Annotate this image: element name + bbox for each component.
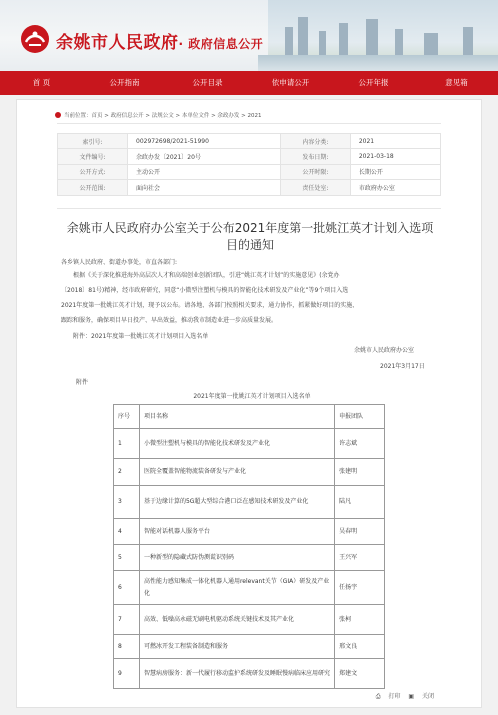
row-number: 4	[114, 519, 140, 545]
banner-river	[258, 55, 498, 71]
government-logo-icon	[20, 24, 50, 54]
meta-divider	[57, 208, 441, 209]
team-lead: 许志斌	[335, 429, 385, 459]
row-number: 8	[114, 635, 140, 659]
list-title: 2021年度第一批姚江英才计划项目入选名单	[193, 393, 311, 400]
row-number: 9	[114, 659, 140, 689]
salutation: 各乡镇人民政府、街道办事处，市直各部门:	[61, 259, 178, 266]
table-row	[114, 571, 385, 605]
header-cell: 申报团队	[335, 405, 385, 429]
body-paragraph-line: 根据《关于深化推进海外高层次人才和高端创业创新团队，引进“姚江英才计划”的实施意见》(余党办	[73, 272, 340, 279]
team-lead: 张建明	[335, 459, 385, 486]
meta-value: 余政办发〔2021〕20号	[128, 149, 281, 164]
team-lead: 陆凡	[335, 486, 385, 519]
row-number: 6	[114, 571, 140, 605]
meta-value: 长期公开	[350, 164, 440, 179]
document-meta-table	[57, 133, 441, 196]
meta-key: 公开时限:	[280, 164, 350, 179]
table-row	[114, 635, 385, 659]
meta-key: 公开方式:	[58, 164, 128, 179]
row-number: 3	[114, 486, 140, 519]
meta-key: 责任处室:	[280, 180, 350, 195]
project-name: 医院全覆盖智能物流装备研发与产业化	[139, 459, 334, 486]
nav-home[interactable]: 首 页	[32, 78, 51, 87]
meta-value: 市政府办公室	[350, 180, 440, 195]
nav-request[interactable]: 依申请公开	[271, 78, 310, 87]
meta-key: 索引号:	[58, 134, 128, 149]
close-label: 关闭	[421, 693, 434, 700]
meta-value: 2021	[350, 134, 440, 149]
meta-key: 发布日期:	[280, 149, 350, 164]
header-banner	[0, 0, 498, 71]
meta-row	[58, 149, 441, 164]
attachment-link[interactable]: 附件：2021年度第一批姚江英才计划项目入选名单	[73, 333, 209, 340]
annex-label: 附件	[76, 379, 89, 386]
project-name: 基于边缘计算的5G超大型综合港口泛在感知技术研发及产业化	[139, 486, 334, 519]
table-row	[114, 605, 385, 635]
banner-building	[366, 19, 378, 57]
banner-building	[285, 27, 293, 57]
meta-value: 002972698/2021-51990	[128, 134, 281, 149]
meta-key: 文件编号:	[58, 149, 128, 164]
table-row	[114, 545, 385, 571]
table-row	[114, 486, 385, 519]
print-button[interactable]: ⎙ 打印	[375, 693, 401, 700]
document-title-line: 目的通知	[225, 238, 274, 252]
main-nav	[0, 71, 498, 95]
banner-building	[463, 27, 473, 57]
project-name: 小微型注塑机与模具的智能化技术研发及产业化	[139, 429, 334, 459]
document-title-line: 余姚市人民政府办公室关于公布2021年度第一批姚江英才计划入选项	[66, 221, 434, 235]
row-number: 7	[114, 605, 140, 635]
row-number: 1	[114, 429, 140, 459]
header-cell: 序号	[114, 405, 140, 429]
meta-row	[58, 134, 441, 149]
header-cell: 项目名称	[139, 405, 334, 429]
site-subtitle: · 政府信息公开	[178, 37, 264, 51]
project-name: 高性能力感知集成一体化机器人通用relevant关节（GIA）研发及产业化	[139, 571, 334, 605]
meta-value: 面向社会	[128, 180, 281, 195]
banner-building	[319, 31, 326, 57]
nav-feedback[interactable]: 意见箱	[445, 78, 468, 87]
banner-building	[339, 23, 348, 57]
close-button[interactable]: ▣ 关闭	[408, 693, 434, 700]
banner-building	[424, 33, 438, 57]
team-lead: 邢文良	[335, 635, 385, 659]
team-lead: 王兴军	[335, 545, 385, 571]
project-list-table	[113, 404, 385, 689]
signing-date: 2021年3月17日	[380, 363, 425, 370]
nav-annual-report[interactable]: 公开年报	[358, 78, 389, 87]
meta-value: 2021-03-18	[350, 149, 440, 164]
table-header-row	[114, 405, 385, 429]
row-number: 2	[114, 459, 140, 486]
project-name: 智慧病房服务：新一代履行移动监护系统研发及睡眠慢病临床应用研究	[139, 659, 334, 689]
signer: 余姚市人民政府办公室	[354, 347, 415, 354]
table-row	[114, 659, 385, 689]
team-lead: 张柯	[335, 605, 385, 635]
project-name: 一种新型的隐藏式防伪测谎识别码	[139, 545, 334, 571]
site-title[interactable]	[56, 28, 263, 53]
project-name: 可燃冰开发工程装备制造和服务	[139, 635, 334, 659]
meta-row	[58, 180, 441, 195]
meta-row	[58, 164, 441, 179]
team-lead: 吴春明	[335, 519, 385, 545]
meta-key: 公开范围:	[58, 180, 128, 195]
meta-key: 内容分类:	[280, 134, 350, 149]
nav-catalog[interactable]: 公开目录	[192, 78, 223, 87]
print-label: 打印	[388, 693, 401, 700]
site-name: 余姚市人民政府	[56, 33, 179, 53]
breadcrumb-text[interactable]: 当前位置：首页 > 政府信息公开 > 法规公文 > 本单位文件 > 余政办发 > 2021	[64, 113, 262, 119]
nav-guide[interactable]: 公开指南	[109, 78, 140, 87]
project-name: 高效、低噪高永磁无刷电机驱动系统关键技术及其产业化	[139, 605, 334, 635]
table-row	[114, 429, 385, 459]
body-paragraph-line: 跟踪和服务，确保项目早日投产、早出效益，推动我市制造业进一步高质量发展。	[61, 317, 278, 324]
meta-value: 主动公开	[128, 164, 281, 179]
team-lead: 任扬宇	[335, 571, 385, 605]
team-lead: 郑建文	[335, 659, 385, 689]
location-pin-icon	[55, 112, 61, 118]
page-tools	[370, 691, 434, 701]
project-name: 智能对话机器人服务平台	[139, 519, 334, 545]
breadcrumb	[55, 111, 262, 119]
document-title	[40, 220, 460, 254]
breadcrumb-divider	[57, 123, 441, 124]
banner-building	[395, 29, 403, 57]
banner-building	[298, 17, 308, 57]
body-paragraph-line: 〔2018〕81号)精神，经市政府研究，同意“小微型注塑机与模具的智能化技术研发及产业化”等9个项目入选	[61, 287, 349, 294]
row-number: 5	[114, 545, 140, 571]
table-row	[114, 459, 385, 486]
body-paragraph-line: 2021年度第一批姚江英才计划，现予以公布。请各地、各部门按照相关要求，通力协作，抓紧做好项目的实施、	[61, 302, 359, 309]
table-row	[114, 519, 385, 545]
